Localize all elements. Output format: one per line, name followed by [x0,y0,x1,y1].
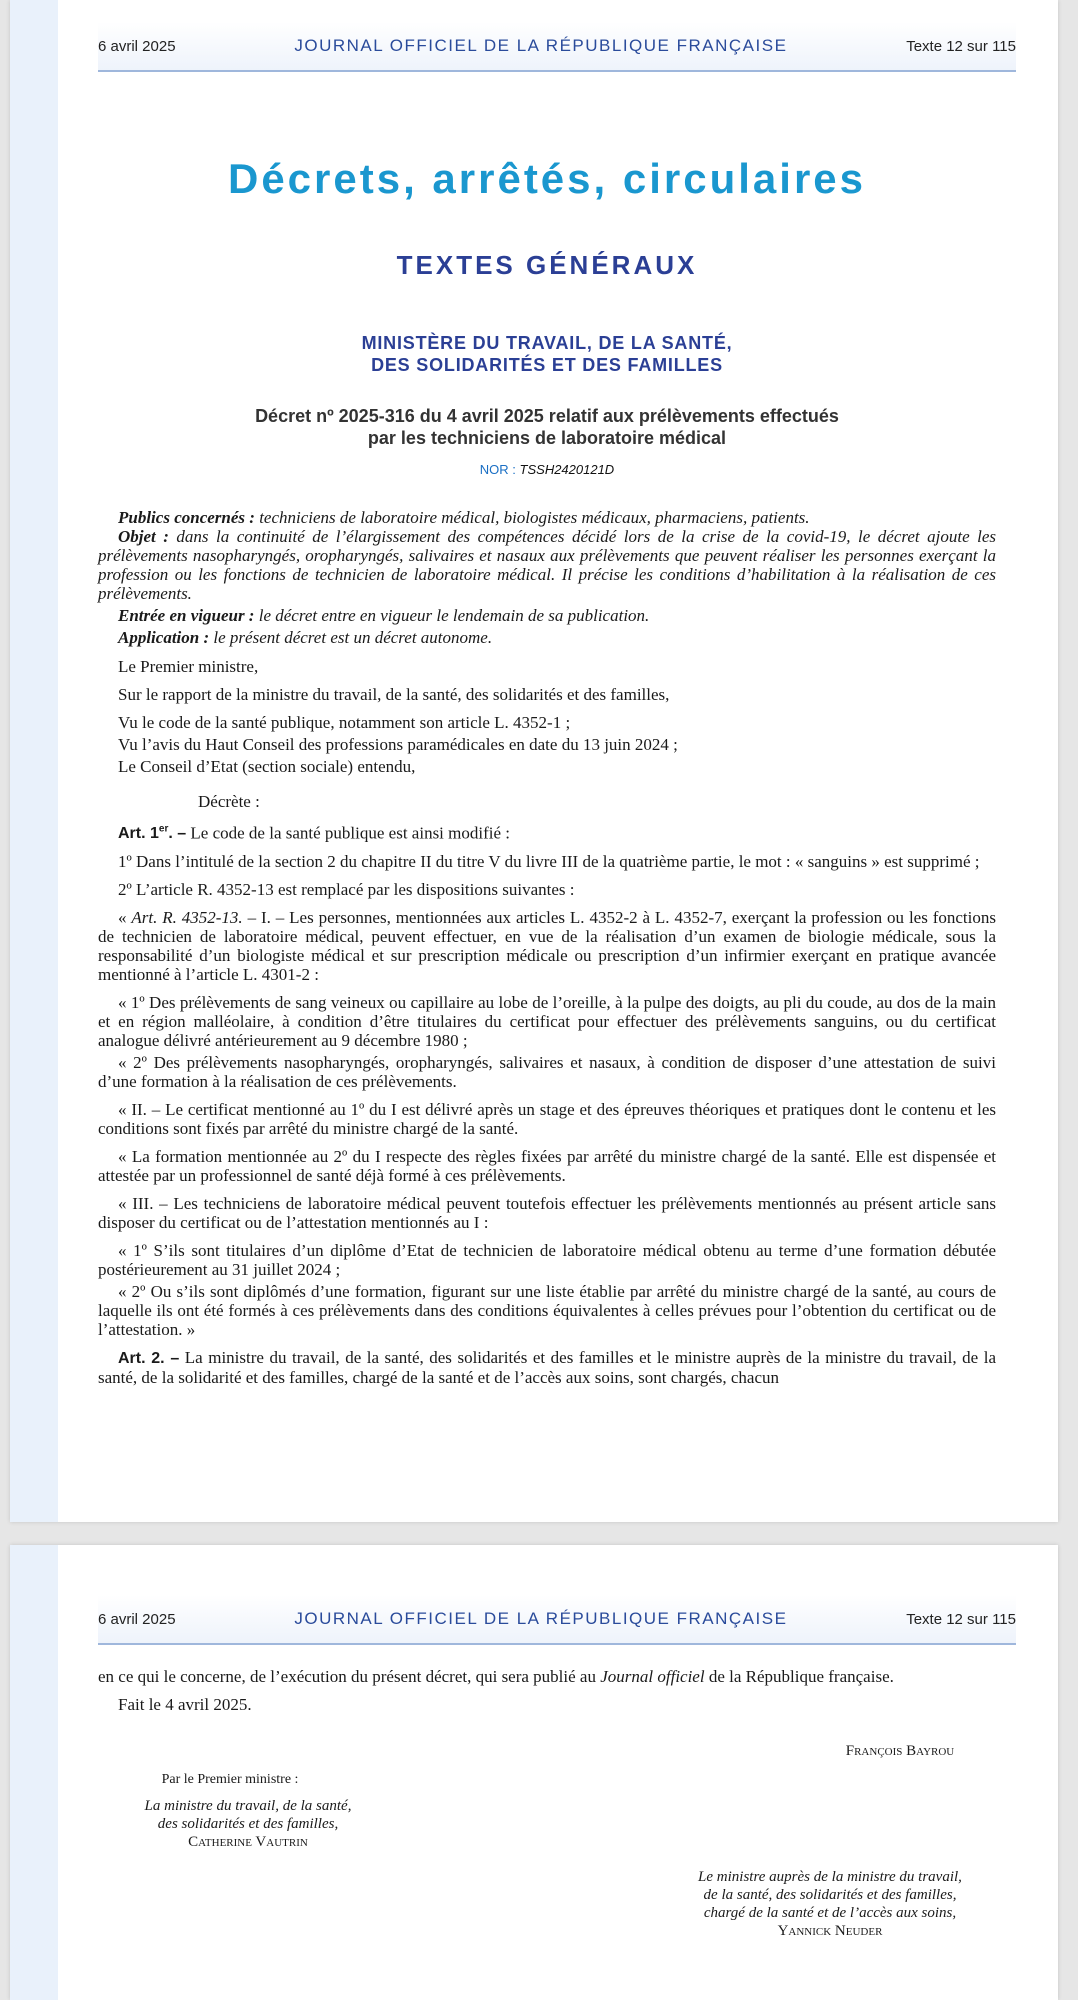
article-1-p5: « 2º Des prélèvements nasopharyngés, oropharyngés, salivaires et nasaux, à condition de disposer d’une attestation de suivi d’une formation à la réalisation de ces prélèvements. [98,1053,996,1092]
page-header [98,1595,1016,1645]
section-title: Décrets, arrêtés, circulaires [227,155,867,202]
ministre-1-title-line-1: La ministre du travail, de la santé, [144,1798,352,1814]
ministry-line-1: MINISTÈRE DU TRAVAIL, DE LA SANTÉ, [361,333,733,353]
article-2-text-start: La ministre du travail, de la santé, des solidarités et des familles et le ministre auprès de la ministre du travail, de la santé, de la solidarité et des familles, chargé de la santé et de l’accès aux soins, sont chargés, chacun [98,1348,997,1388]
preamble-vu-avis: Vu l’avis du Haut Conseil des professions paramédicales en date du 13 juin 2024 ; [118,735,678,754]
article-2-continuation-block [98,1667,996,1714]
nor-value: TSSH2420121D [519,462,615,477]
ministre-2-title-line-1: Le ministre auprès de la ministre du travail, [698,1869,962,1885]
summary-publics-text: techniciens de laboratoire médical, biologistes médicaux, pharmaciens, patients. [254,508,810,527]
header-text-number: Texte 12 sur 115 [906,1610,1016,1628]
decree-title [98,405,996,449]
section-title-block [98,155,996,203]
article-1-p6: « II. – Le certificat mentionné au 1º du I est délivré après un stage et des épreuves théoriques et pratiques dont le contenu et les conditions sont fixés par arrêté du ministre chargé de la santé. [98,1100,996,1139]
summary-entree-text: le décret entre en vigueur le lendemain de sa publication. [254,606,650,625]
ministry-heading [98,332,996,376]
ministre-2-title-line-3: chargé de la santé et de l’accès aux soins, [703,1905,957,1921]
header-date: 6 avril 2025 [98,1610,176,1628]
decree-title-line-1: Décret nº 2025-316 du 4 avril 2025 relatif aux prélèvements effectués [255,406,839,426]
article-1-p9: « 1º S’ils sont titulaires d’un diplôme d’Etat de technicien de laboratoire médical obtenu au terme d’une formation débutée postérieurement au 31 juillet 2024 ; [98,1241,996,1280]
decree-title-line-2: par les techniciens de laboratoire médical [367,428,727,448]
summary-objet-label: Objet : [118,527,169,546]
header-text-number: Texte 12 sur 115 [906,37,1016,55]
article-1-p1: 1º Dans l’intitulé de la section 2 du chapitre II du titre V du livre III de la quatrième partie, le mot : « sanguins » est supprimé ; [118,852,980,872]
preamble-decrete: Décrète : [198,792,260,811]
article-1-p7: « La formation mentionnée au 2º du I respecte des règles fixées par arrêté du ministre chargé de la santé. Elle est dispensée et attestée par un professionnel de santé déjà formé à ces prélèvements. [98,1147,996,1186]
summary-block [98,508,996,1387]
summary-entree [98,606,996,625]
nor-reference [98,462,996,477]
article-1-p10: « 2º Ou s’ils sont diplômés d’une formation, figurant sur une liste établie par arrêté du ministre chargé de la santé, au cours de laquelle ils ont été formés à ces prélèvements dans des conditions équivalentes à celles prévues pour l’obtention du certificat ou de l’attestation. » [98,1282,996,1340]
header-journal-title: JOURNAL OFFICIEL DE LA RÉPUBLIQUE FRANÇAISE [294,36,788,55]
summary-application-text: le présent décret est un décret autonome. [209,628,493,647]
article-2-continuation: en ce qui le concerne, de l’exécution du présent décret, qui sera publié au Journal officiel de la République française. [98,1667,894,1686]
ministre-2-name: Yannick Neuder [777,1923,883,1939]
preamble-rapport: Sur le rapport de la ministre du travail, de la santé, des solidarités et des familles, [118,685,670,704]
summary-application [98,628,996,647]
par-le-premier-ministre: Par le Premier ministre : [161,1772,299,1787]
header-journal-title: JOURNAL OFFICIEL DE LA RÉPUBLIQUE FRANÇAISE [294,1609,788,1628]
nor-label: NOR : [479,462,520,477]
article-2-label: Art. 2. – [118,1350,180,1368]
article-1-intro-text: Le code de la santé publique est ainsi modifié : [186,823,511,843]
preamble-conseil: Le Conseil d’Etat (section sociale) entendu, [118,757,416,776]
summary-objet [98,527,996,603]
ministre-1-name: Catherine Vautrin [188,1834,308,1850]
subsection-title: TEXTES GÉNÉRAUX [396,250,698,280]
summary-application-label: Application : [118,628,210,647]
preamble-vu-code: Vu le code de la santé publique, notamment son article L. 4352-1 ; [118,713,571,732]
page-left-band [10,1545,58,2000]
summary-entree-label: Entrée en vigueur : [118,606,255,625]
preamble-premier-ministre: Le Premier ministre, [118,657,259,676]
article-1-label: Art. 1er. – [118,824,187,843]
journal-officiel-ref: Journal officiel [600,1667,705,1686]
page-header [98,22,1016,72]
article-1-p8: « III. – Les techniciens de laboratoire médical peuvent toutefois effectuer les prélèvements mentionnés au présent article sans disposer du certificat ou de l’attestation mentionnés au I : [98,1194,996,1233]
ministre-1-title-line-2: des solidarités et des familles, [157,1816,339,1832]
subsection-title-block [98,250,996,281]
article-1-p4: « 1º Des prélèvements de sang veineux ou capillaire au lobe de l’oreille, à la pulpe des doigts, au pli du coude, au dos de la main et en région malléolaire, à condition d’être titulaires du certificat pour effectuer des prélèvements sanguins, ou du certificat analogue délivré antérieurement au 9 décembre 1980 ; [98,993,996,1051]
summary-publics [98,508,996,527]
summary-publics-label: Publics concernés : [118,508,255,527]
page-1 [10,0,1058,1522]
signature-block-ministre-1 [98,1797,398,1851]
article-2-start [98,1348,996,1387]
signature-premier-ministre: François Bayrou [845,1743,955,1759]
signature-block-ministre-2 [630,1868,1030,1940]
article-1-intro [98,820,996,843]
article-1-p3: « Art. R. 4352-13. – I. – Les personnes, mentionnées aux articles L. 4352-2 à L. 4352-7, exerçant la profession ou les fonctions de technicien de laboratoire médical, peuvent effectuer, en vue de la réalisation d’un examen de biologie médicale, sous la responsabilité d’un biologiste médical et sur prescription médicale ou prescription d’un infirmier exerçant en pratique avancée mentionné à l’article L. 4301-2 : [98,908,996,985]
ministre-2-title-line-2: de la santé, des solidarités et des familles, [703,1887,957,1903]
article-1-p3-article-ref: Art. R. 4352-13. [131,908,243,928]
ministry-line-2: DES SOLIDARITÉS ET DES FAMILLES [371,355,723,375]
fait-le-date: Fait le 4 avril 2025. [118,1695,252,1714]
page-left-band [10,0,58,1522]
page-2 [10,1545,1058,2000]
summary-objet-text: dans la continuité de l’élargissement des compétences décidé lors de la crise de la covid-19, le décret ajoute les prélèvements nasopharyngés, oropharyngés, salivaires et nasaux aux prélèvements que peuvent réaliser les personnes exerçant la profession ou les fonctions de technicien de laboratoire médical. Il précise les conditions d’habilitation à la réalisation de ces prélèvements. [98,527,996,603]
header-date: 6 avril 2025 [98,37,176,55]
article-1-p2: 2º L’article R. 4352-13 est remplacé par les dispositions suivantes : [118,880,575,900]
